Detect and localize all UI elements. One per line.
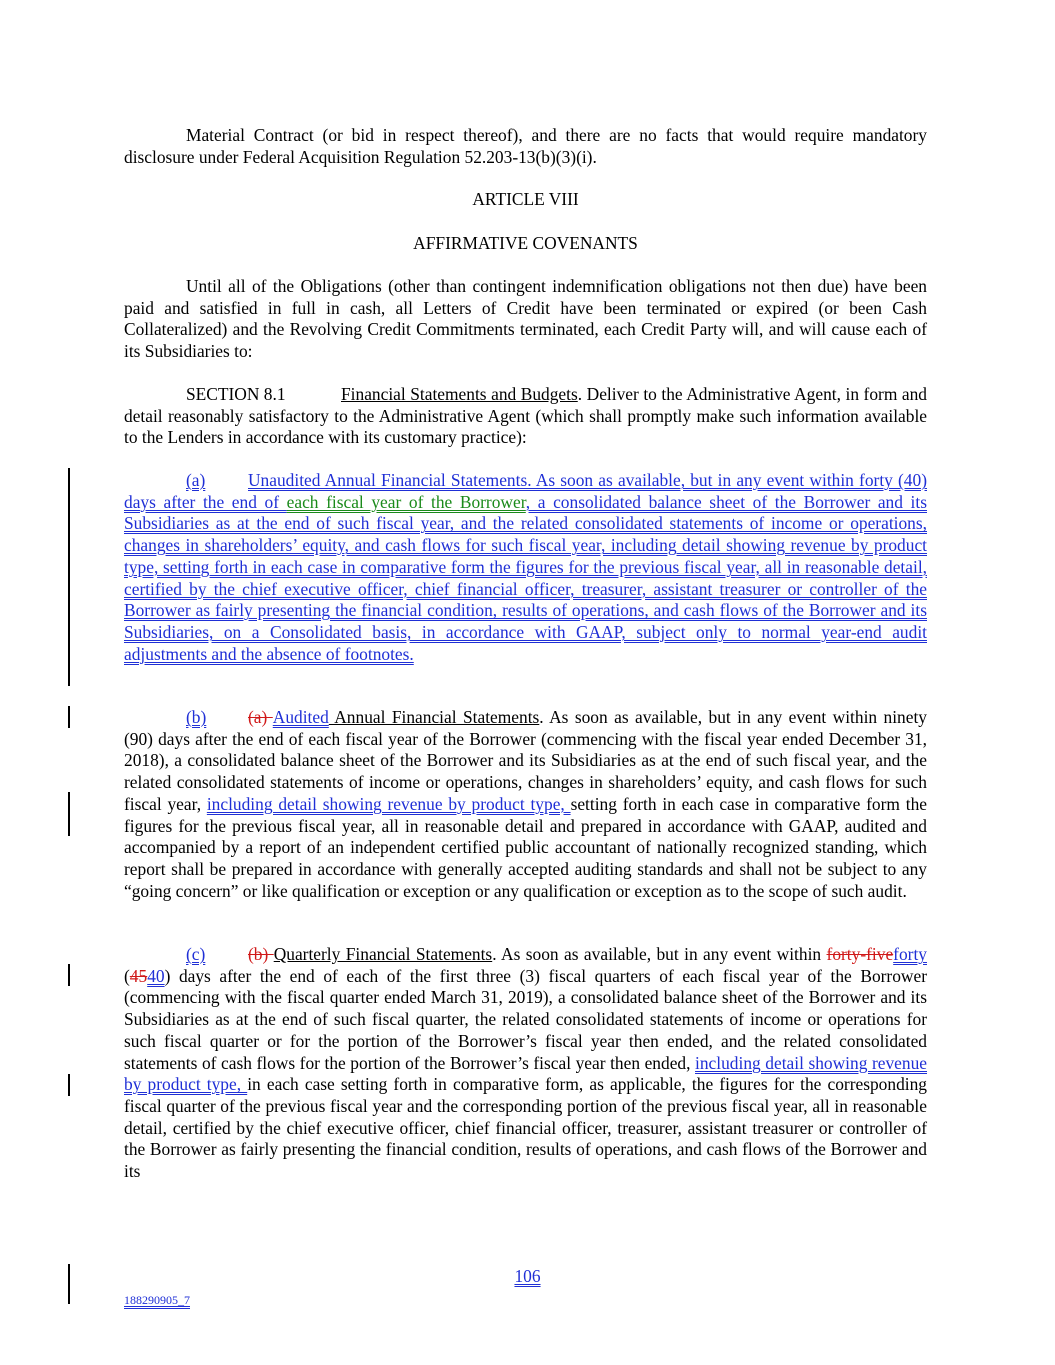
document-id-text: 188290905_7 [124,1293,190,1307]
paragraph-b-inserted-word: Audited [272,707,329,727]
paragraph-b-heading: Annual Financial Statements [328,707,540,727]
paragraph-c-text-1: . As soon as available, but in any event within [492,944,827,964]
paragraph-a [124,470,927,665]
paragraph-c-paren: ( [124,965,130,986]
change-bar [68,1074,70,1096]
paragraph-b-deleted-label: (a) [248,707,273,727]
article-title: AFFIRMATIVE COVENANTS [413,233,638,253]
intro-paragraph [124,276,927,363]
paragraph-c-heading: Quarterly Financial Statements [273,944,493,964]
continuation-text: Material Contract (or bid in respect thereof), and there are no facts that would require mandatory disclosure under Federal Acquisition Regulation 52.203-13(b)(3)(i). [124,125,927,167]
article-number: ARTICLE VIII [472,189,579,209]
paragraph-b [124,707,927,902]
change-bar [68,468,70,686]
change-bar [68,964,70,986]
paragraph-c-inserted-text: including detail showing revenue by product type, [124,1052,927,1095]
paragraph-a-moved-text: each fiscal year of the Borrower [286,491,526,512]
section-heading: Financial Statements and Budgets [341,384,578,404]
section-8-1-paragraph [124,384,927,449]
paragraph-b-label: (b) [186,707,207,727]
page-number-text: 106 [514,1266,541,1286]
continuation-paragraph [124,125,927,168]
section-text: . Deliver to the Administrative Agent, in form and detail reasonably satisfactory to the Administrative Agent (which shall promptly make such information available to the Lenders in accordance with its customary practice): [124,384,927,448]
paragraph-c-inserted-word: forty [893,944,927,964]
paragraph-c-deleted-num: 45 [129,965,148,986]
paragraph-c-inserted-num: 40 [147,965,165,986]
paragraph-c-label: (c) [186,944,206,964]
paragraph-c-deleted-label: (b) [248,944,274,964]
change-bar [68,706,70,728]
page-number [0,1266,1055,1288]
paragraph-a-inserted-text: Unaudited Annual Financial Statements. As soon as available, but in any event within forty (40) days after the end of [124,470,927,512]
intro-text: Until all of the Obligations (other than contingent indemnification obligations not then due) have been paid and satisfied in full in cash, all Letters of Credit have been terminated or expired (or been Cash Collateralized) and the Revolving Credit Commitments terminated, each Credit Party will, and will cause each of its Subsidiaries to: [124,276,927,362]
paragraph-b-text-1: . As soon as available, but in any event within ninety (90) days after the end of each fiscal year of the Borrower (commencing with the fiscal year ended December 31, 2018), a consolidated balance sheet of the Borrower and its Subsidiaries as at the end of such fiscal year, and the related consolidated statements of income or operations, changes in shareholders’ equity, and cash flows for such fiscal year, [124,707,927,814]
paragraph-c [124,944,927,1183]
paragraph-b-inserted-text: including detail showing revenue by product type, [206,793,571,814]
paragraph-c-text-3: in each case setting forth in comparative form, as applicable, the figures for the corresponding fiscal quarter of the previous fiscal year and the corresponding portion of the previous fiscal year, all in reasonable detail, certified by the chief executive officer, chief financial officer, treasurer, assistant treasurer or controller of the Borrower as fairly presenting the financial condition, results of operations, and cash flows of the Borrower and its [124,1074,927,1182]
section-number: SECTION 8.1 [186,384,286,404]
change-bar [68,792,70,836]
paragraph-a-label: (a) [186,470,206,490]
paragraph-b-text-2: setting forth in each case in comparative form the figures for the previous fiscal year, all in reasonable detail and prepared in accordance with GAAP, audited and accompanied by a report of an independent certified public accountant of nationally recognized standing, which report shall be prepared in accordance with generally accepted auditing standards and shall not be subject to any “going concern” or like qualification or exception or any qualification or exception as to the scope of such audit. [124,793,927,901]
paragraph-c-deleted-word: forty-five [826,944,894,964]
document-id [124,1290,190,1312]
paragraph-c-text-2: ) days after the end of each of the first three (3) fiscal quarters of each fiscal year of the Borrower (commencing with the fiscal quarter ended March 31, 2019), a consolidated balance sheet of the Borrower and its Subsidiaries as at the end of such fiscal quarter, the related consolidated statements of income or operations for such fiscal quarter or for the portion of the Borrower’s fiscal year then ended, and the related consolidated statements of cash flows for the portion of the Borrower’s fiscal year then ended, [124,965,927,1073]
paragraph-a-inserted-text-2: , a consolidated balance sheet of the Borrower and its Subsidiaries as at the end of such fiscal year, and the related consolidated statements of income or operations, changes in shareholders’ equity, and cash flows for such fiscal year, including detail showing revenue by product type, setting forth in each case in comparative form the figures for the previous fiscal year, all in reasonable detail, certified by the chief executive officer, chief financial officer, treasurer, assistant treasurer or controller of the Borrower as fairly presenting the financial condition, results of operations, and cash flows of the Borrower and its Subsidiaries, on a Consolidated basis, in accordance with GAAP, subject only to normal year-end audit adjustments and the absence of footnotes. [124,491,927,664]
